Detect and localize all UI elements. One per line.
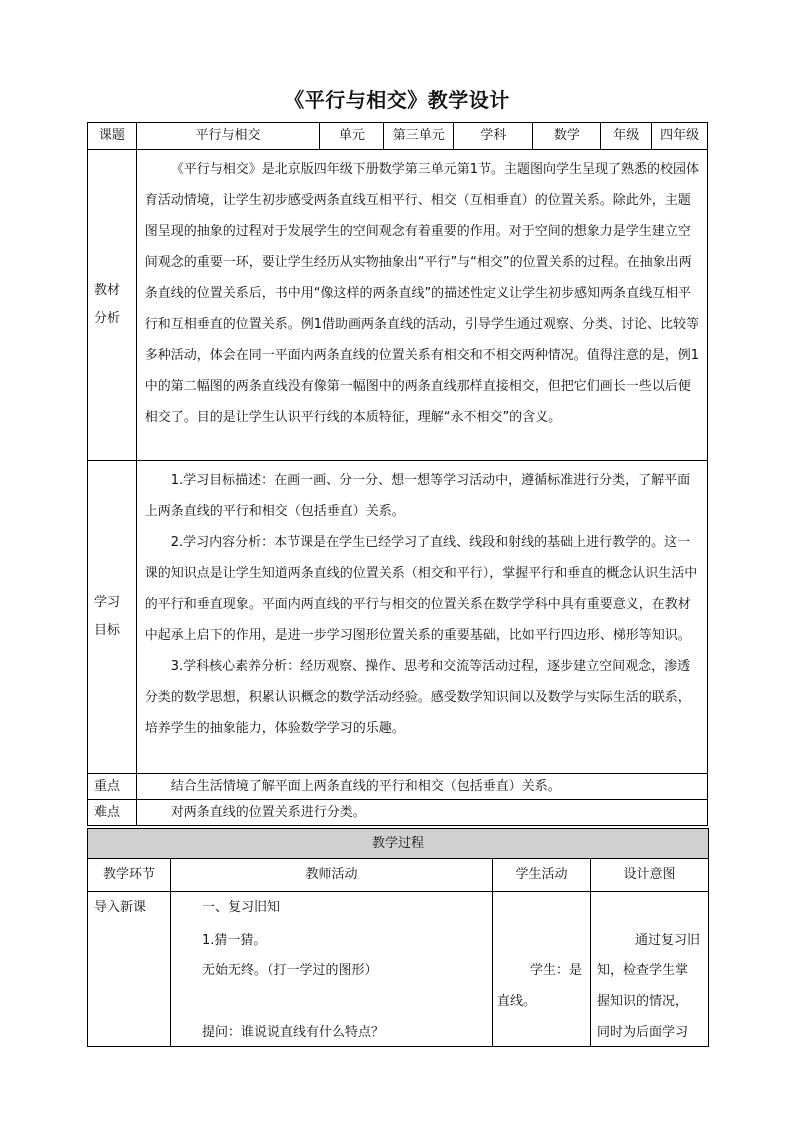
topic-label: 课题 bbox=[88, 123, 137, 150]
intent-line-4: 同时为后面学习 bbox=[597, 1025, 689, 1040]
intent-line-3: 握知识的情况， bbox=[597, 994, 689, 1009]
teacher-line-3: 无始无终。（打一学过的图形） bbox=[202, 963, 378, 978]
process-row-intro bbox=[88, 892, 709, 1047]
process-stage: 导入新课 bbox=[88, 892, 171, 1047]
teacher-line-4: 提问：谁说说直线有什么特点？ bbox=[202, 1025, 385, 1040]
objectives-label-line1: 学习 bbox=[94, 595, 121, 610]
objectives-label-line2: 目标 bbox=[94, 623, 121, 638]
process-title: 教学过程 bbox=[88, 829, 709, 859]
intent-line-2: 知，检查学生掌 bbox=[597, 963, 689, 978]
subject-label: 学科 bbox=[454, 123, 533, 150]
textbook-label-line1: 教材 bbox=[94, 283, 121, 298]
key-point-row bbox=[88, 774, 708, 800]
key-point-label: 重点 bbox=[88, 774, 137, 800]
textbook-label-line2: 分析 bbox=[94, 311, 121, 326]
unit-label: 单元 bbox=[320, 123, 384, 150]
difficulty-row bbox=[88, 800, 708, 826]
process-title-row bbox=[88, 829, 709, 859]
difficulty-text: 对两条直线的位置关系进行分类。 bbox=[136, 800, 707, 826]
process-student-activity bbox=[493, 892, 591, 1047]
process-header-student: 学生活动 bbox=[493, 859, 591, 892]
process-table bbox=[87, 828, 709, 1047]
objectives-text bbox=[136, 461, 707, 774]
textbook-analysis-paragraph: 《平行与相交》是北京版四年级下册数学第三单元第1节。主题图向学生呈现了熟悉的校园体育活动情境，让学生初步感受两条直线互相平行、相交（互相垂直）的位置关系。除此外，主题图呈现的抽象的过程对于发展学生的空间观念有着重要的作用。对于空间的想象力是学生建立空间观念的重要一环，要让学生经历从实物抽象出“平行”与“相交”的位置关系的过程。在抽象出两条直线的位置关系后，书中用“像这样的两条直线”的描述性定义让学生初步感知两条直线互相平行和互相垂直的位置关系。例1借助画两条直线的活动，引导学生通过观察、分类、讨论、比较等多种活动，体会在同一平面内两条直线的位置关系有相交和不相交两种情况。值得注意的是，例1中的第二幅图的两条直线没有像第一幅图中的两条直线那样直接相交，但把它们画长一些以后便相交了。目的是让学生认识平行线的本质特征，理解“永不相交”的含义。 bbox=[144, 162, 699, 425]
process-header-row bbox=[88, 859, 709, 892]
objectives-label bbox=[88, 461, 137, 774]
subject-value: 数学 bbox=[533, 123, 601, 150]
topic-value: 平行与相交 bbox=[136, 123, 320, 150]
document-title: 《平行与相交》教学设计 bbox=[284, 88, 510, 112]
process-teacher-activity bbox=[171, 892, 493, 1047]
textbook-analysis-label bbox=[88, 150, 137, 461]
teacher-line-2: 1.猜一猜。 bbox=[202, 933, 267, 948]
intent-line-1: 通过复习旧 bbox=[635, 933, 701, 948]
process-header-intent: 设计意图 bbox=[591, 859, 709, 892]
textbook-analysis-text bbox=[136, 150, 707, 461]
process-design-intent bbox=[591, 892, 709, 1047]
teacher-line-1: 一、复习旧知 bbox=[202, 900, 281, 915]
objective-paragraph-3: 3.学科核心素养分析：经历观察、操作、思考和交流等活动过程，逐步建立空间观念，渗透分类的数学思想，积累认识概念的数学活动经验。感受数学知识间以及数学与实际生活的联系，培养学生的抽象能力，体验数学学习的乐趣。 bbox=[144, 659, 691, 736]
objective-paragraph-1: 1.学习目标描述：在画一画、分一分、想一想等学习活动中，遵循标准进行分类，了解平面上两条直线的平行和相交（包括垂直）关系。 bbox=[144, 473, 691, 519]
student-line-2: 直线。 bbox=[497, 994, 537, 1009]
textbook-analysis-row bbox=[88, 150, 708, 461]
student-line-1: 学生：是 bbox=[529, 963, 582, 978]
key-point-text: 结合生活情境了解平面上两条直线的平行和相交（包括垂直）关系。 bbox=[136, 774, 707, 800]
header-row bbox=[88, 123, 708, 150]
grade-label: 年级 bbox=[601, 123, 652, 150]
process-header-teacher: 教师活动 bbox=[171, 859, 493, 892]
unit-value: 第三单元 bbox=[384, 123, 454, 150]
objectives-row bbox=[88, 461, 708, 774]
difficulty-label: 难点 bbox=[88, 800, 137, 826]
process-header-stage: 教学环节 bbox=[88, 859, 171, 892]
design-table bbox=[87, 122, 708, 826]
objective-paragraph-2: 2.学习内容分析：本节课是在学生已经学习了直线、线段和射线的基础上进行教学的。这一课的知识点是让学生知道两条直线的位置关系（相交和平行），掌握平行和垂直的概念认识生活中的平行和垂直现象。平面内两直线的平行与相交的位置关系在数学学科中具有重要意义，在教材中起承上启下的作用，是进一步学习图形位置关系的重要基础，比如平行四边形、梯形等知识。 bbox=[144, 535, 698, 643]
grade-value: 四年级 bbox=[652, 123, 708, 150]
